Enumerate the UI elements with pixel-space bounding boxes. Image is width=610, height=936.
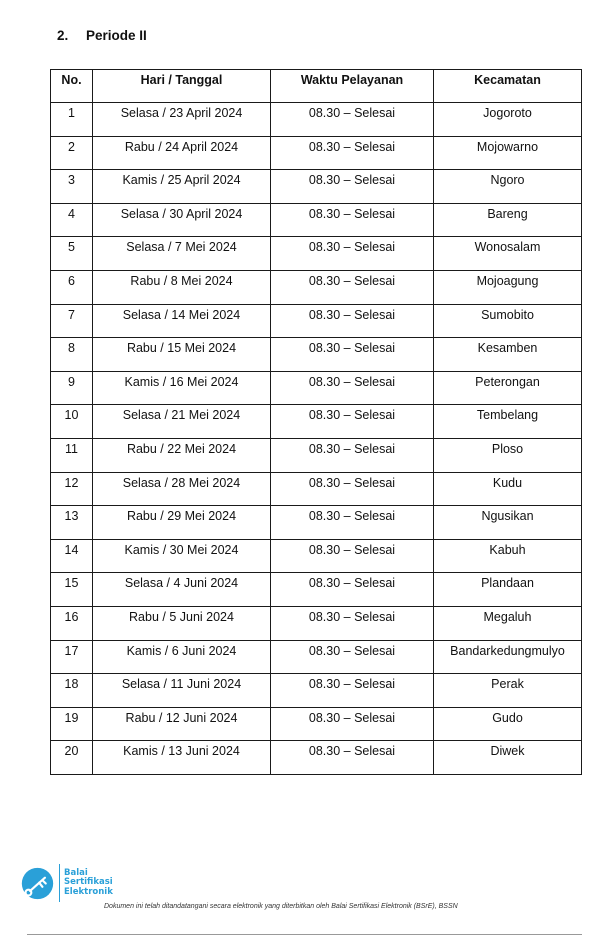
cell-time: 08.30 – Selesai — [271, 674, 434, 708]
cell-time: 08.30 – Selesai — [271, 170, 434, 204]
table-row — [51, 270, 582, 304]
cell-time: 08.30 – Selesai — [271, 606, 434, 640]
cell-time: 08.30 – Selesai — [271, 472, 434, 506]
cell-no: 14 — [51, 539, 93, 573]
cell-date: Kamis / 6 Juni 2024 — [93, 640, 271, 674]
header-no: No. — [51, 70, 93, 103]
cell-time: 08.30 – Selesai — [271, 506, 434, 540]
cell-date: Selasa / 7 Mei 2024 — [93, 237, 271, 271]
cell-kecamatan: Wonosalam — [434, 237, 582, 271]
cell-time: 08.30 – Selesai — [271, 405, 434, 439]
table-row — [51, 606, 582, 640]
cell-time: 08.30 – Selesai — [271, 338, 434, 372]
logo-line-3: Elektronik — [64, 886, 113, 897]
cell-no: 20 — [51, 741, 93, 775]
schedule-table — [50, 69, 582, 775]
cell-time: 08.30 – Selesai — [271, 103, 434, 137]
cell-kecamatan: Mojoagung — [434, 270, 582, 304]
table-row — [51, 539, 582, 573]
header-time: Waktu Pelayanan — [271, 70, 434, 103]
cell-date: Rabu / 15 Mei 2024 — [93, 338, 271, 372]
cell-date: Selasa / 4 Juni 2024 — [93, 573, 271, 607]
logo-line-1: Balai — [64, 867, 88, 878]
table-row — [51, 136, 582, 170]
table-row — [51, 741, 582, 775]
cell-kecamatan: Jogoroto — [434, 103, 582, 137]
cell-no: 15 — [51, 573, 93, 607]
signature-note: Dokumen ini telah ditandatangani secara elektronik yang diterbitkan oleh Balai Sertifikasi Elektronik (BSrE), BSSN — [104, 903, 458, 910]
cell-no: 2 — [51, 136, 93, 170]
table-row — [51, 338, 582, 372]
cell-date: Rabu / 8 Mei 2024 — [93, 270, 271, 304]
cell-date: Rabu / 12 Juni 2024 — [93, 707, 271, 741]
cell-kecamatan: Ngusikan — [434, 506, 582, 540]
cell-kecamatan: Kesamben — [434, 338, 582, 372]
table-row — [51, 573, 582, 607]
cell-time: 08.30 – Selesai — [271, 270, 434, 304]
cell-time: 08.30 – Selesai — [271, 438, 434, 472]
cell-no: 18 — [51, 674, 93, 708]
cell-no: 4 — [51, 203, 93, 237]
cell-kecamatan: Megaluh — [434, 606, 582, 640]
cell-kecamatan: Perak — [434, 674, 582, 708]
table-row — [51, 203, 582, 237]
cell-date: Rabu / 29 Mei 2024 — [93, 506, 271, 540]
table-row — [51, 237, 582, 271]
table-row — [51, 371, 582, 405]
header-date: Hari / Tanggal — [93, 70, 271, 103]
key-emblem-icon — [21, 867, 54, 900]
cell-time: 08.30 – Selesai — [271, 573, 434, 607]
cell-kecamatan: Tembelang — [434, 405, 582, 439]
section-title: Periode II — [86, 28, 147, 43]
cell-date: Rabu / 22 Mei 2024 — [93, 438, 271, 472]
cell-kecamatan: Peterongan — [434, 371, 582, 405]
table-row — [51, 304, 582, 338]
cell-time: 08.30 – Selesai — [271, 640, 434, 674]
cell-date: Rabu / 24 April 2024 — [93, 136, 271, 170]
table-header-row — [51, 70, 582, 103]
cell-no: 3 — [51, 170, 93, 204]
table-row — [51, 707, 582, 741]
cell-time: 08.30 – Selesai — [271, 304, 434, 338]
bsre-logo — [21, 864, 113, 902]
cell-time: 08.30 – Selesai — [271, 371, 434, 405]
table-row — [51, 640, 582, 674]
logo-divider — [59, 864, 60, 902]
table-row — [51, 438, 582, 472]
cell-time: 08.30 – Selesai — [271, 707, 434, 741]
cell-kecamatan: Ngoro — [434, 170, 582, 204]
table-row — [51, 674, 582, 708]
cell-date: Selasa / 30 April 2024 — [93, 203, 271, 237]
cell-no: 16 — [51, 606, 93, 640]
cell-time: 08.30 – Selesai — [271, 136, 434, 170]
cell-kecamatan: Diwek — [434, 741, 582, 775]
cell-kecamatan: Mojowarno — [434, 136, 582, 170]
cell-no: 7 — [51, 304, 93, 338]
table-row — [51, 472, 582, 506]
cell-time: 08.30 – Selesai — [271, 741, 434, 775]
cell-date: Kamis / 25 April 2024 — [93, 170, 271, 204]
footer-divider — [27, 934, 582, 935]
cell-no: 19 — [51, 707, 93, 741]
table-row — [51, 170, 582, 204]
cell-date: Selasa / 28 Mei 2024 — [93, 472, 271, 506]
cell-time: 08.30 – Selesai — [271, 539, 434, 573]
cell-no: 9 — [51, 371, 93, 405]
section-heading — [57, 28, 147, 43]
cell-date: Selasa / 14 Mei 2024 — [93, 304, 271, 338]
cell-kecamatan: Ploso — [434, 438, 582, 472]
cell-date: Kamis / 30 Mei 2024 — [93, 539, 271, 573]
table-row — [51, 506, 582, 540]
cell-no: 8 — [51, 338, 93, 372]
logo-wordmark — [64, 869, 113, 898]
cell-no: 5 — [51, 237, 93, 271]
cell-kecamatan: Sumobito — [434, 304, 582, 338]
cell-kecamatan: Kabuh — [434, 539, 582, 573]
cell-time: 08.30 – Selesai — [271, 237, 434, 271]
cell-date: Kamis / 16 Mei 2024 — [93, 371, 271, 405]
cell-time: 08.30 – Selesai — [271, 203, 434, 237]
cell-date: Selasa / 23 April 2024 — [93, 103, 271, 137]
logo-line-2: Sertifikasi — [64, 877, 113, 888]
cell-no: 13 — [51, 506, 93, 540]
table-row — [51, 103, 582, 137]
cell-date: Selasa / 11 Juni 2024 — [93, 674, 271, 708]
section-number: 2. — [57, 28, 69, 43]
cell-no: 11 — [51, 438, 93, 472]
cell-date: Kamis / 13 Juni 2024 — [93, 741, 271, 775]
cell-date: Selasa / 21 Mei 2024 — [93, 405, 271, 439]
cell-kecamatan: Bandarkedungmulyo — [434, 640, 582, 674]
cell-kecamatan: Plandaan — [434, 573, 582, 607]
cell-kecamatan: Gudo — [434, 707, 582, 741]
table-row — [51, 405, 582, 439]
cell-date: Rabu / 5 Juni 2024 — [93, 606, 271, 640]
cell-no: 1 — [51, 103, 93, 137]
cell-kecamatan: Kudu — [434, 472, 582, 506]
cell-no: 10 — [51, 405, 93, 439]
header-kecamatan: Kecamatan — [434, 70, 582, 103]
cell-kecamatan: Bareng — [434, 203, 582, 237]
table-body — [51, 103, 582, 775]
cell-no: 12 — [51, 472, 93, 506]
cell-no: 17 — [51, 640, 93, 674]
cell-no: 6 — [51, 270, 93, 304]
